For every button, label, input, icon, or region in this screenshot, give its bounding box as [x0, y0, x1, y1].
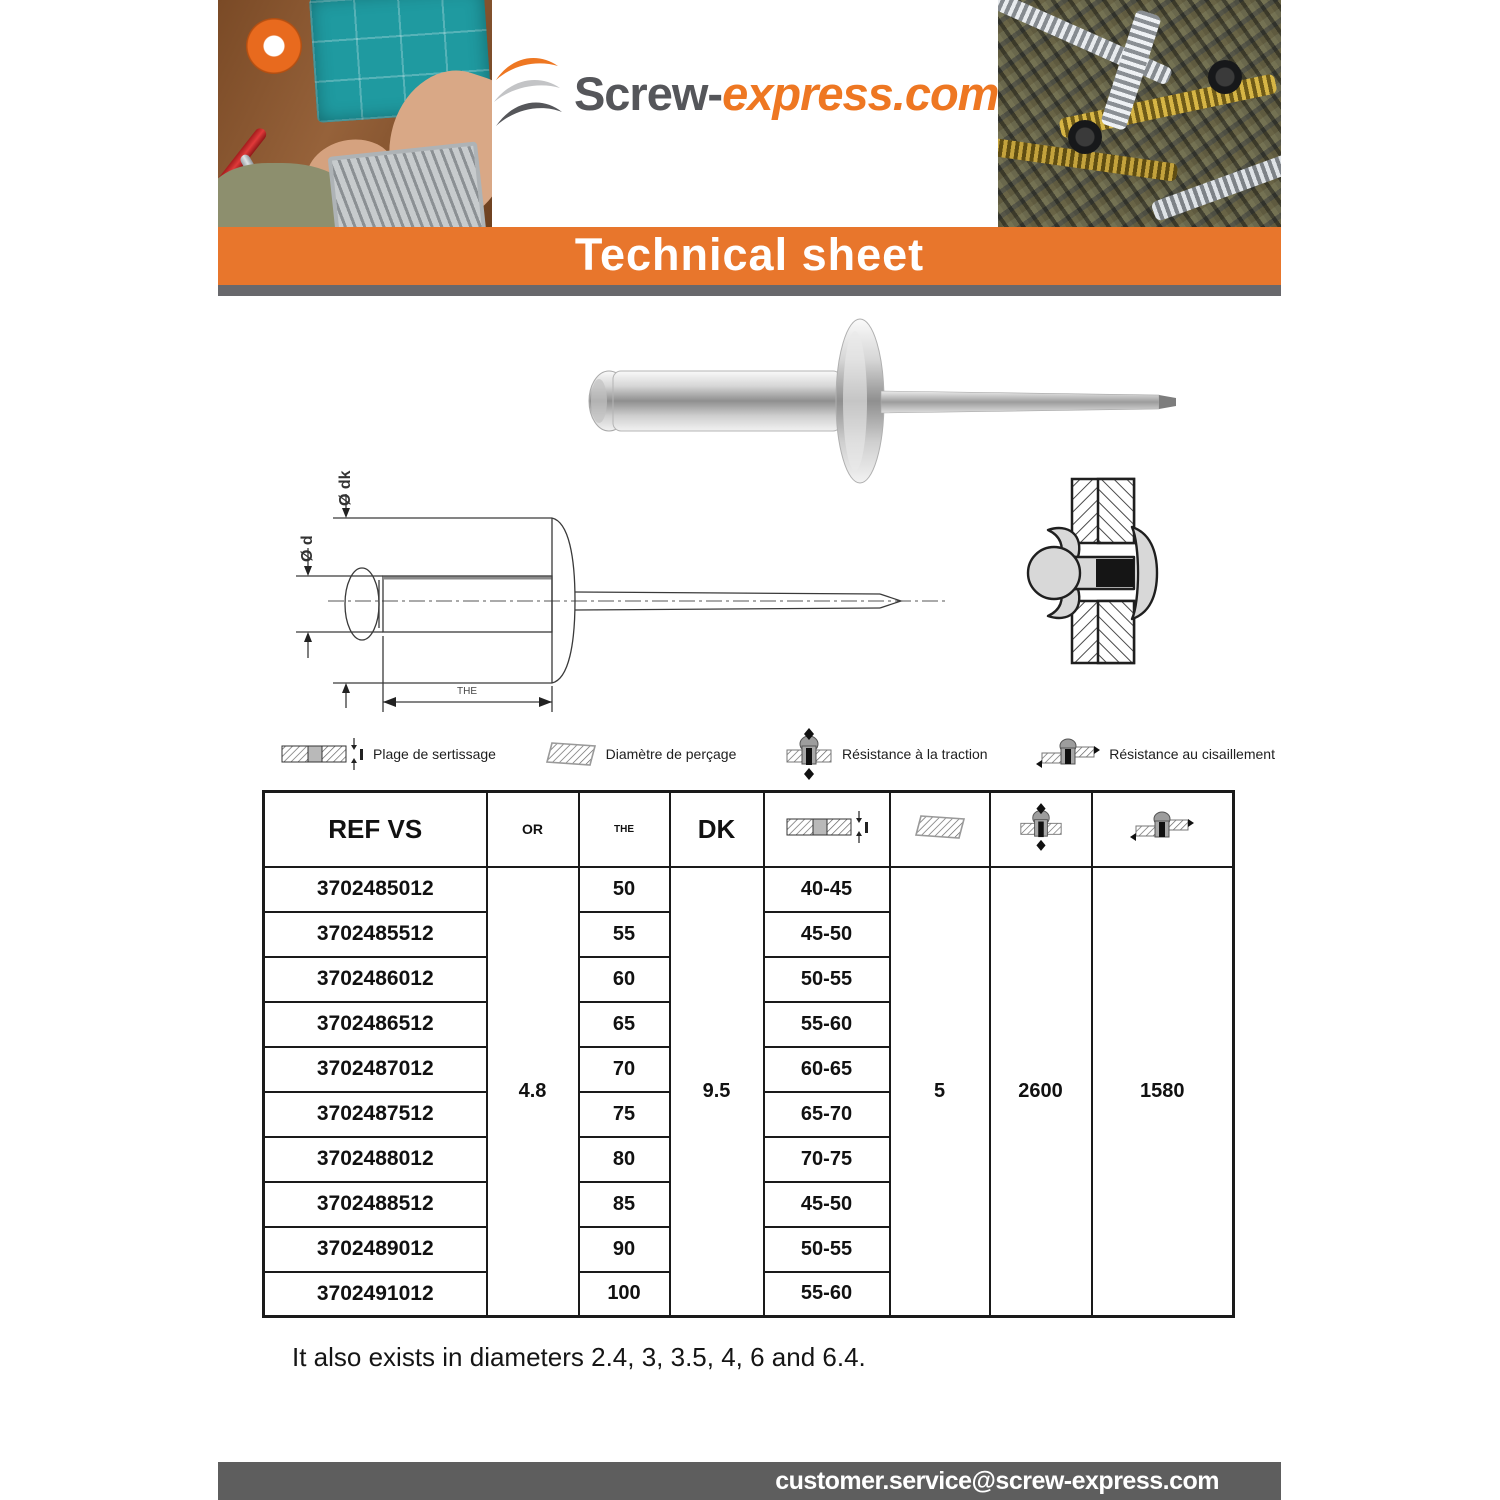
legend-item-shear	[1036, 736, 1275, 772]
crimp-cell: 50-55	[764, 957, 890, 1002]
ref-cell: 3702486012	[264, 957, 487, 1002]
shear-merged-cell: 1580	[1092, 867, 1234, 1317]
header-tensile	[990, 792, 1092, 867]
crimp-range-icon	[785, 810, 869, 844]
tape-measure-shape	[241, 13, 307, 79]
screw-head-shape	[1068, 120, 1102, 154]
the-cell: 65	[579, 1002, 670, 1047]
screw-pile-photo	[998, 0, 1281, 227]
ref-cell: 3702491012	[264, 1272, 487, 1317]
crimp-cell: 65-70	[764, 1092, 890, 1137]
customer-service-email: customer.service@screw-express.com	[775, 1467, 1219, 1495]
the-cell: 75	[579, 1092, 670, 1137]
screw-tray-shape	[328, 141, 487, 227]
divider-strip	[218, 285, 1281, 296]
the-cell: 100	[579, 1272, 670, 1317]
header	[218, 0, 1281, 227]
banner-title: Technical sheet	[218, 227, 1281, 285]
dk-merged-cell: 9.5	[670, 867, 764, 1317]
the-cell: 70	[579, 1047, 670, 1092]
brand-name	[574, 66, 999, 121]
shear-strength-icon	[1036, 736, 1100, 772]
shear-strength-icon	[1130, 809, 1194, 845]
logo	[492, 0, 999, 227]
legend-item-traction	[785, 728, 988, 780]
dimension-label-dk: Ø dk	[337, 470, 354, 506]
the-cell: 85	[579, 1182, 670, 1227]
ref-cell: 3702487512	[264, 1092, 487, 1137]
header-crimp-range	[764, 792, 890, 867]
drill-diameter-icon	[914, 814, 966, 840]
rivet-technical-drawing	[288, 440, 978, 730]
crimp-cell: 55-60	[764, 1272, 890, 1317]
header-shear	[1092, 792, 1234, 867]
the-cell: 90	[579, 1227, 670, 1272]
crimp-cell: 45-50	[764, 912, 890, 957]
traction-merged-cell: 2600	[990, 867, 1092, 1317]
table-row	[264, 867, 1234, 912]
legend-label: Plage de sertissage	[373, 746, 496, 762]
legend-label: Diamètre de perçage	[605, 746, 737, 762]
header-the: THE	[579, 792, 670, 867]
the-cell: 50	[579, 867, 670, 912]
crimp-cell: 45-50	[764, 1182, 890, 1227]
the-cell: 80	[579, 1137, 670, 1182]
the-cell: 55	[579, 912, 670, 957]
ref-cell: 3702485012	[264, 867, 487, 912]
crimp-range-icon	[280, 737, 364, 771]
legend-item-crimp	[280, 737, 496, 771]
main-content	[218, 296, 1281, 1462]
or-merged-cell: 4.8	[487, 867, 579, 1317]
tensile-strength-icon	[785, 728, 833, 780]
footer-bar	[218, 1462, 1281, 1500]
dimension-label-d: Ø d	[299, 535, 316, 562]
crimp-cell: 60-65	[764, 1047, 890, 1092]
crimp-cell: 40-45	[764, 867, 890, 912]
crimp-cell: 70-75	[764, 1137, 890, 1182]
header-drill-diameter	[890, 792, 990, 867]
crimp-cell: 55-60	[764, 1002, 890, 1047]
ref-cell: 3702489012	[264, 1227, 487, 1272]
ref-cell: 3702487012	[264, 1047, 487, 1092]
workbench-photo	[218, 0, 492, 227]
legend-label: Résistance à la traction	[842, 746, 988, 762]
ref-cell: 3702488512	[264, 1182, 487, 1227]
ref-cell: 3702486512	[264, 1002, 487, 1047]
brand-suffix: express.com	[722, 67, 999, 120]
diameters-note: It also exists in diameters 2.4, 3, 3.5, 4, 6 and 6.4.	[292, 1342, 866, 1372]
specs-table	[262, 790, 1235, 1318]
the-cell: 60	[579, 957, 670, 1002]
logo-swoosh-icon	[492, 50, 564, 138]
table-header-row	[264, 792, 1234, 867]
technical-sheet-page	[218, 0, 1281, 1500]
legend-label: Résistance au cisaillement	[1109, 746, 1275, 762]
ref-cell: 3702485512	[264, 912, 487, 957]
dimension-label-the: THE	[457, 686, 477, 697]
drill-diameter-icon	[545, 741, 597, 767]
legend-item-drill	[545, 741, 737, 767]
crimp-cell: 50-55	[764, 1227, 890, 1272]
drill-merged-cell: 5	[890, 867, 990, 1317]
ref-cell: 3702488012	[264, 1137, 487, 1182]
brand-prefix: Screw-	[573, 67, 723, 120]
header-dk: DK	[670, 792, 764, 867]
legend	[280, 732, 1275, 776]
rivet-cross-section-diagram	[1020, 475, 1185, 670]
header-or: OR	[487, 792, 579, 867]
tensile-strength-icon	[1019, 803, 1063, 851]
header-ref-vs: REF VS	[264, 792, 487, 867]
